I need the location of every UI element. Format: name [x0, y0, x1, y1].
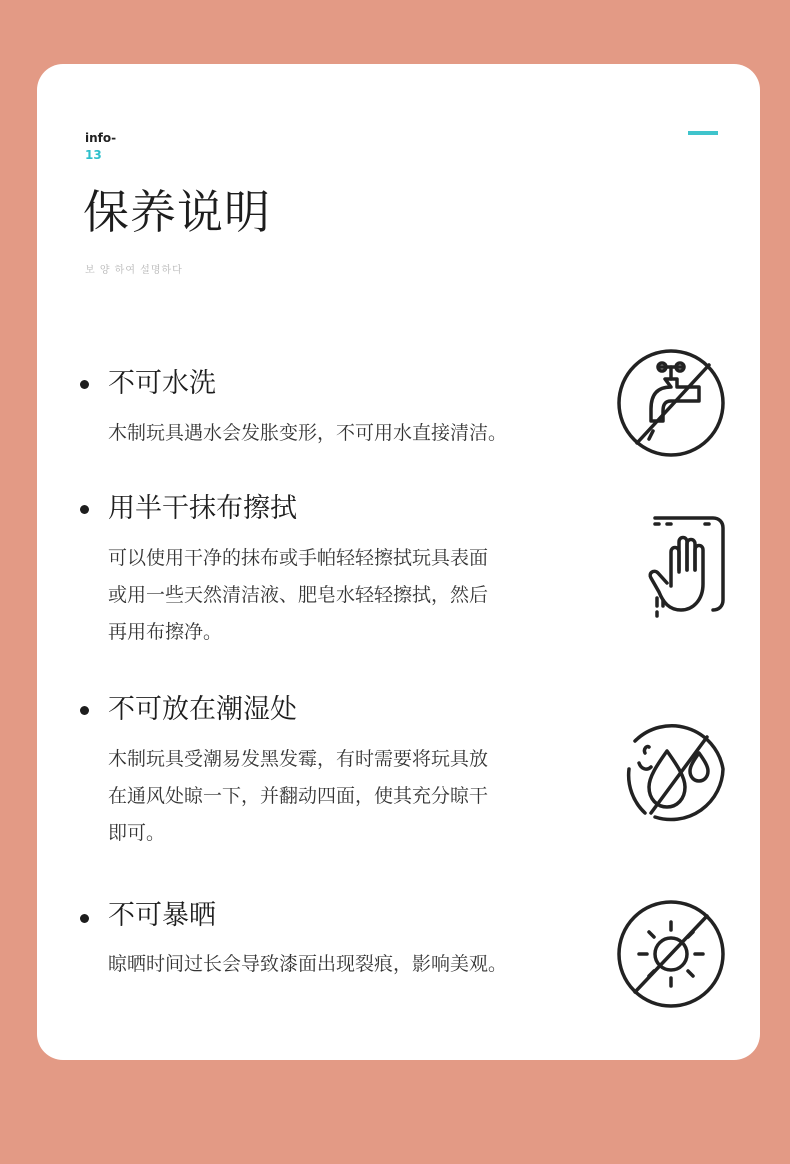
no-moisture-icon: [615, 713, 727, 825]
section-body: [108, 741, 576, 852]
info-number: 13: [85, 148, 102, 162]
info-label: [85, 130, 116, 164]
no-sun-icon: [615, 898, 727, 1010]
body-line: 可以使用干净的抹布或手帕轻轻擦拭玩具表面: [108, 547, 489, 569]
bullet-dot: [80, 706, 89, 715]
section-heading: 不可暴晒: [108, 900, 216, 931]
section-heading: 不可放在潮湿处: [108, 694, 297, 725]
hand-wiping-icon: [615, 514, 727, 626]
body-line: 即可。: [108, 822, 166, 844]
accent-bar: [688, 131, 718, 135]
page-subtitle: 보 양 하여 설명하다: [85, 265, 183, 276]
bullet-dot: [80, 380, 89, 389]
care-card: [37, 64, 760, 1060]
bullet-dot: [80, 914, 89, 923]
section-body: [108, 415, 576, 452]
body-line: 再用布擦净。: [108, 621, 223, 643]
bullet-dot: [80, 505, 89, 514]
section-heading: 不可水洗: [108, 368, 216, 399]
page-title: 保养说明: [83, 185, 271, 239]
section-heading: 用半干抹布擦拭: [108, 493, 297, 524]
body-line: 木制玩具遇水会发胀变形，不可用水直接清洁。: [108, 422, 508, 444]
body-line: 在通风处晾一下，并翻动四面，使其充分晾干: [108, 785, 489, 807]
info-label-text: info-: [85, 131, 117, 145]
section-body: [108, 946, 576, 983]
body-line: 或用一些天然清洁液、肥皂水轻轻擦拭，然后: [108, 584, 489, 606]
section-body: [108, 540, 576, 651]
no-water-faucet-icon: [615, 347, 727, 459]
body-line: 晾晒时间过长会导致漆面出现裂痕，影响美观。: [108, 953, 508, 975]
body-line: 木制玩具受潮易发黑发霉，有时需要将玩具放: [108, 748, 489, 770]
